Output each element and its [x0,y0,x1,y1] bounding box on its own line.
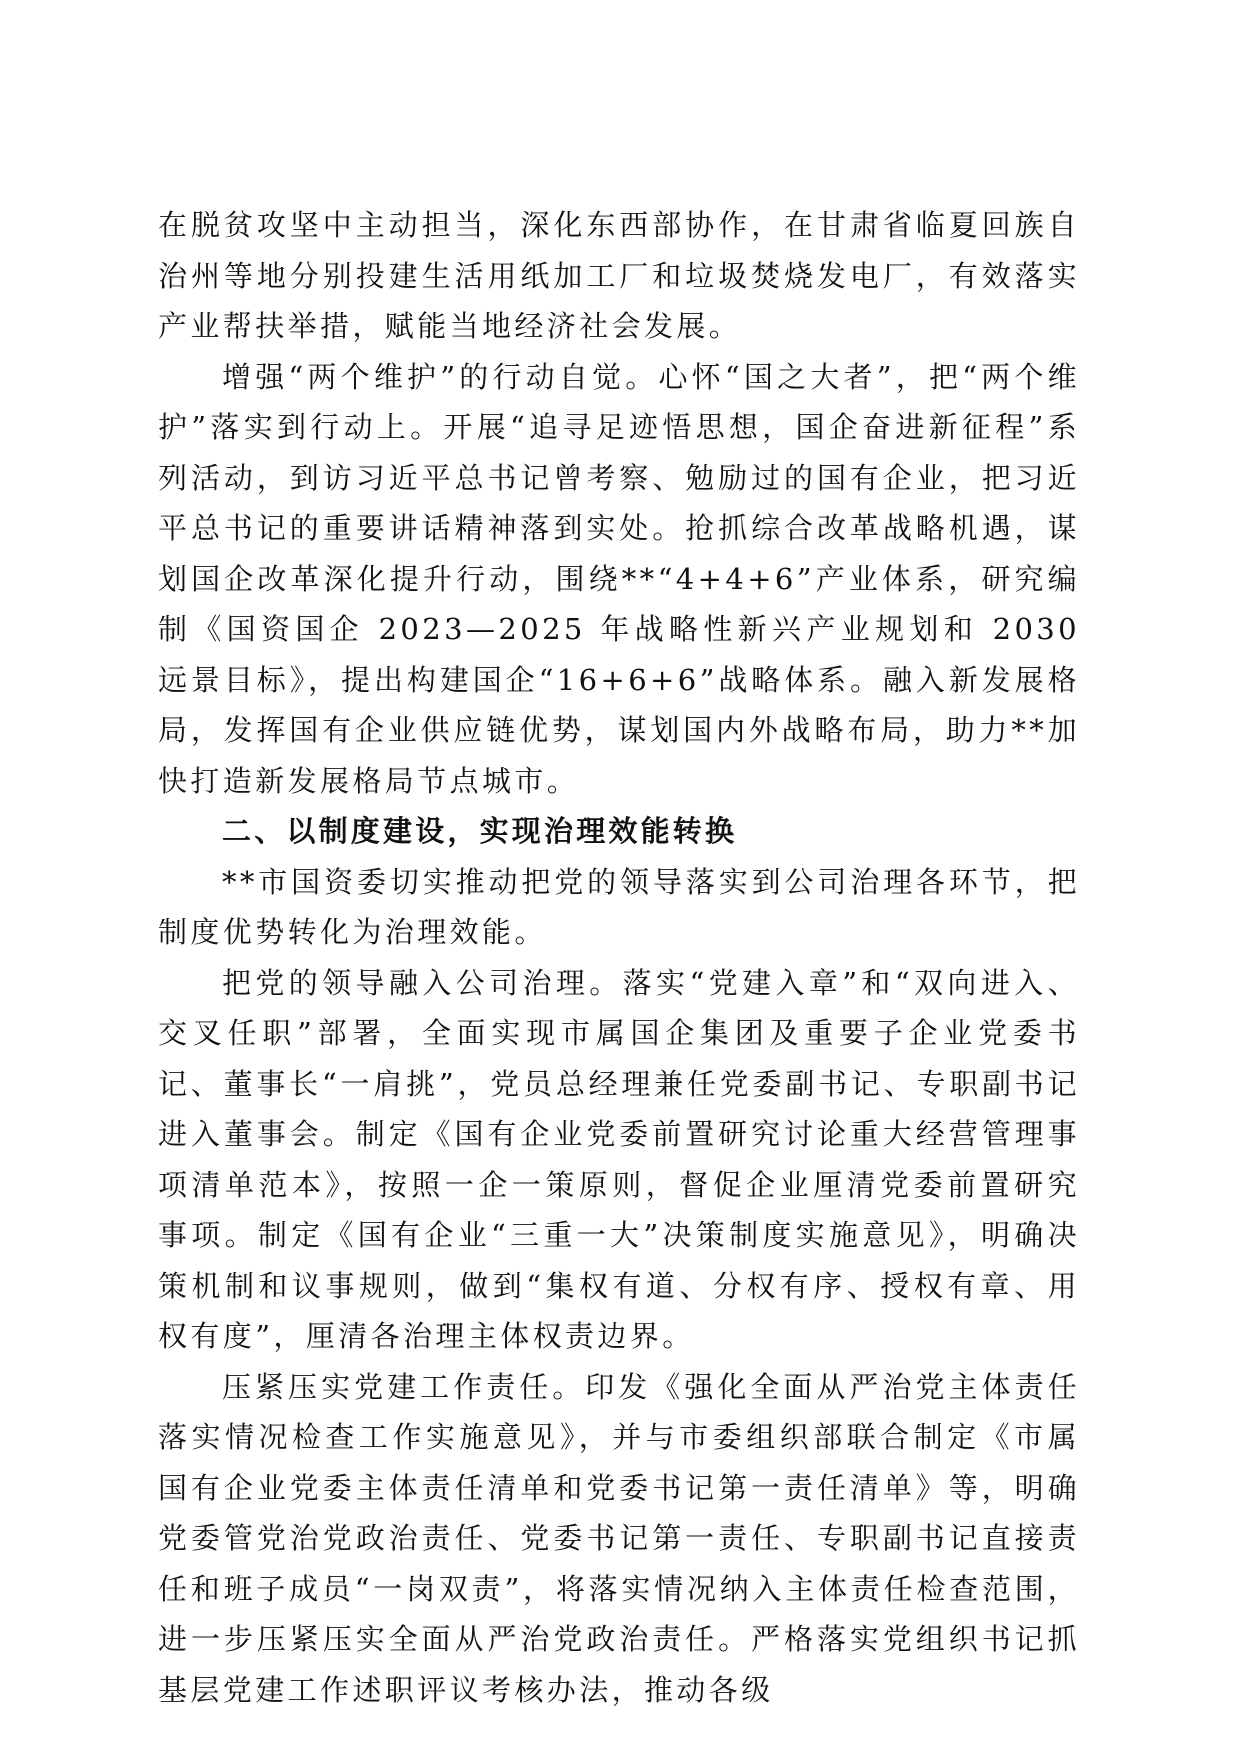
body-paragraph-3: **市国资委切实推动把党的领导落实到公司治理各环节，把制度优势转化为治理效能。 [158,864,1080,949]
body-paragraph-2: 增强“两个维护”的行动自觉。心怀“国之大者”，把“两个维护”落实到行动上。开展“追寻足迹悟思想，国企奋进新征程”系列活动，到访习近平总书记曾考察、勉励过的国有企业，把习近平总书记的重要讲话精神落到实处。抢抓综合改革战略机遇，谋划国企改革深化提升行动，围绕**“4+4+6”产业体系，研究编制《国资国企 2023—2025 年战略性新兴产业规划和 2030 远景目标》，提出构建国企“16+6+6”战略体系。融入新发展格局，发挥国有企业供应链优势，谋划国内外战略布局，助力**加快打造新发展格局节点城市。 [158,359,1080,798]
body-paragraph-1: 在脱贫攻坚中主动担当，深化东西部协作，在甘肃省临夏回族自治州等地分别投建生活用纸加工厂和垃圾焚烧发电厂，有效落实产业帮扶举措，赋能当地经济社会发展。 [158,208,1080,343]
document-body [158,200,1080,1715]
body-paragraph-5: 压紧压实党建工作责任。印发《强化全面从严治党主体责任落实情况检查工作实施意见》，并与市委组织部联合制定《市属国有企业党委主体责任清单和党委书记第一责任清单》等，明确党委管党治党政治责任、党委书记第一责任、专职副书记直接责任和班子成员“一岗双责”，将落实情况纳入主体责任检查范围，进一步压紧压实全面从严治党政治责任。严格落实党组织书记抓基层党建工作述职评议考核办法，推动各级 [158,1369,1080,1707]
section-heading-2: 二、以制度建设，实现治理效能转换 [222,814,738,848]
body-paragraph-4: 把党的领导融入公司治理。落实“党建入章”和“双向进入、交叉任职”部署，全面实现市属国企集团及重要子企业党委书记、董事长“一肩挑”，党员总经理兼任党委副书记、专职副书记进入董事会。制定《国有企业党委前置研究讨论重大经营管理事项清单范本》，按照一企一策原则，督促企业厘清党委前置研究事项。制定《国有企业“三重一大”决策制度实施意见》，明确决策机制和议事规则，做到“集权有道、分权有序、授权有章、用权有度”，厘清各治理主体权责边界。 [158,965,1080,1353]
